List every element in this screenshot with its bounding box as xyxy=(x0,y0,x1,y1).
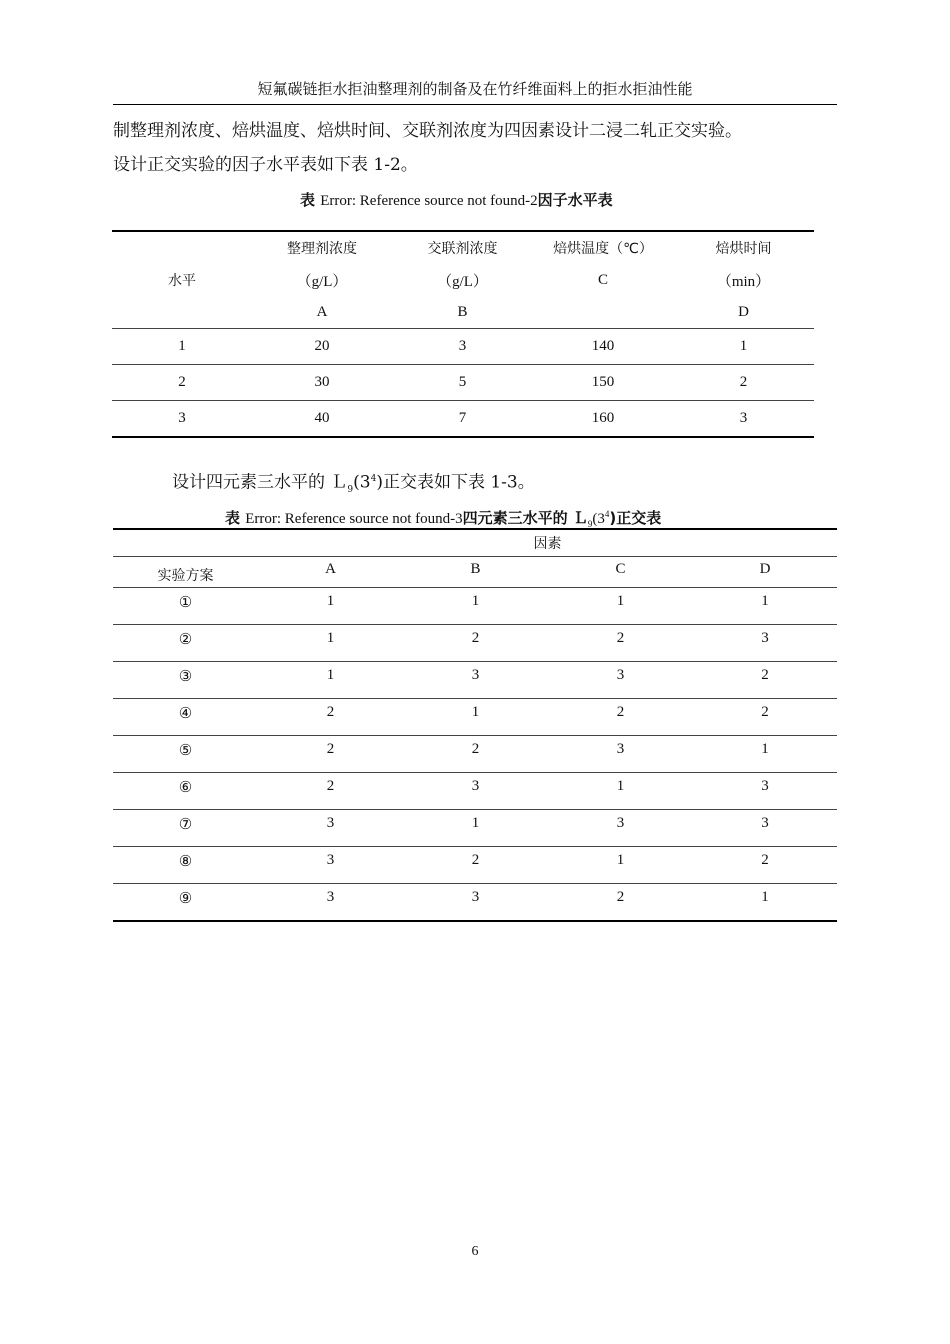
table-row: ⑧ 3 2 1 2 xyxy=(113,847,837,884)
table-row: ④ 2 1 2 2 xyxy=(113,699,837,736)
page-number: 6 xyxy=(471,1244,479,1259)
table-row: ③ 1 3 3 2 xyxy=(113,662,837,699)
table-row: 2 30 5 150 2 xyxy=(112,365,814,401)
table-row: ⑥ 2 3 1 3 xyxy=(113,773,837,810)
factor-header: 因素 xyxy=(533,536,562,552)
table-row: ⑨ 3 3 2 1 xyxy=(113,884,837,922)
intro-line-1: 制整理剂浓度、焙烘温度、焙烘时间、交联剂浓度为四因素设计二浸二轧正交实验。 xyxy=(113,121,742,141)
table-row: ⑤ 2 2 3 1 xyxy=(113,736,837,773)
table-row: ② 1 2 2 3 xyxy=(113,625,837,662)
header-rule xyxy=(113,104,837,105)
running-header: 短氟碳链拒水拒油整理剂的制备及在竹纤维面料上的拒水拒油性能 xyxy=(257,80,693,98)
orthogonal-table: 因素 实验方案 A B C D ① 1 1 1 1 ② 1 2 2 3 ③ 1 3 3 2 ④ 2 1 2 2 ⑤ 2 2 3 1 ⑥ 2 3 1 3 ⑦ 3 1 3 3 ⑧ 3 2 1 2 ⑨ 3 3 2 1 xyxy=(113,528,837,922)
table-row: ⑦ 3 1 3 3 xyxy=(113,810,837,847)
table2-caption: 表 Error: Reference source not found-3四元素三水平的 $L_9(3^4)$正交表 xyxy=(225,509,662,529)
table-row: 1 20 3 140 1 xyxy=(112,329,814,365)
orthogonal-intro: 设计四元素三水平的 $L_9(3^4)$正交表如下表 1-3。 xyxy=(172,472,535,496)
level-header: 水平 xyxy=(168,273,196,289)
factor-level-table: 水平 整理剂浓度 交联剂浓度 焙烘温度（℃） 焙烘时间 （g/L） （g/L） C （min） A B D 1 20 3 140 1 2 30 5 150 2 3 40 7 160 3 xyxy=(112,230,814,438)
table-row: 3 40 7 160 3 xyxy=(112,401,814,438)
intro-line-2: 设计正交实验的因子水平表如下表 1-2。 xyxy=(113,155,418,175)
scheme-header: 实验方案 xyxy=(113,557,258,588)
table1-caption: 表 Error: Reference source not found-2因子水平表 xyxy=(300,191,613,209)
table-row: ① 1 1 1 1 xyxy=(113,588,837,625)
